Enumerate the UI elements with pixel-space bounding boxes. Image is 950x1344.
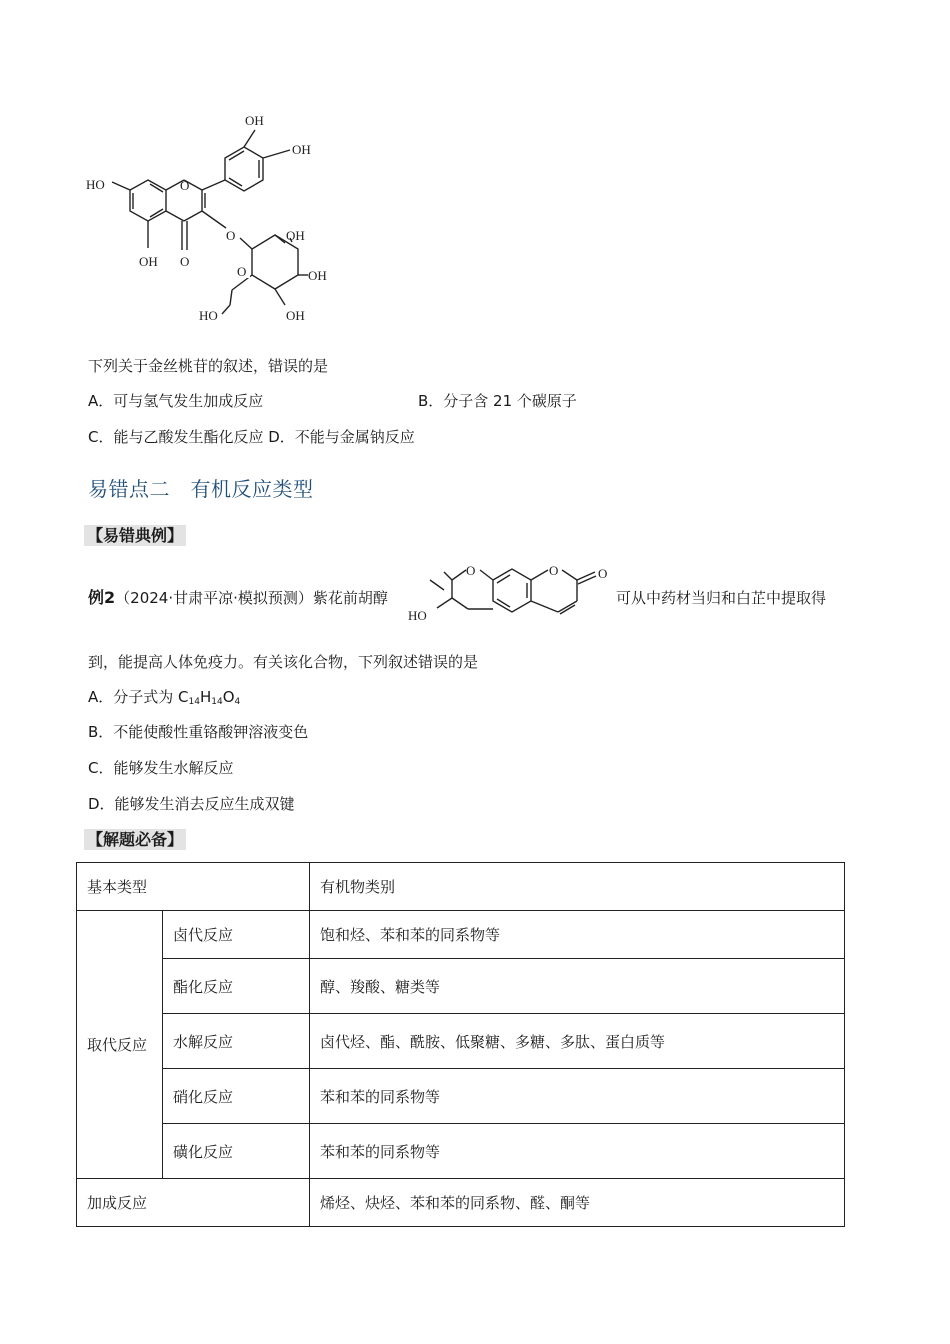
- table-row-addition: [77, 1179, 845, 1227]
- compound-o2-label: O: [549, 563, 559, 578]
- essentials-tag: 【解题必备】: [84, 829, 186, 850]
- table-row: [77, 1014, 845, 1069]
- row-addition-categories: 烯烃、炔烃、苯和苯的同系物、醛、酮等: [310, 1179, 845, 1227]
- example2-source: （2024·甘肃平凉·模拟预测）紫花前胡醇: [115, 589, 388, 607]
- formula-sub-c: 14: [188, 697, 200, 707]
- table-row: [77, 1069, 845, 1124]
- example2-line2: 到，能提高人体免疫力。有关该化合物，下列叙述错误的是: [88, 653, 479, 671]
- question1-stem: 下列关于金丝桃苷的叙述，错误的是: [88, 357, 329, 375]
- question1-option-cd: C．能与乙酸发生酯化反应 D．不能与金属钠反应: [88, 428, 415, 446]
- sugar-oh3-label: OH: [286, 308, 305, 323]
- example2-line1: [88, 588, 388, 608]
- formula-sub-h: 14: [211, 697, 223, 707]
- example2-number: 2: [104, 588, 116, 607]
- ho-ch2-label: HO: [199, 308, 218, 323]
- sugar-oh1-label: OH: [286, 228, 305, 243]
- formula-o: O: [222, 688, 235, 706]
- oh-bottom-label: OH: [139, 254, 158, 269]
- example-tag: 【易错典例】: [84, 525, 186, 546]
- header-category: 有机物类别: [310, 863, 845, 911]
- group-substitution: 取代反应: [77, 911, 163, 1179]
- example2-option-c: C．能够发生水解反应: [88, 759, 234, 777]
- table-row: [77, 959, 845, 1014]
- row-categories: 苯和苯的同系物等: [310, 1124, 845, 1179]
- sugar-oh2-label: OH: [308, 268, 327, 283]
- compound-structure: [404, 556, 616, 628]
- section-title: 易错点二 有机反应类型: [88, 477, 314, 501]
- compound-o1-label: O: [466, 563, 476, 578]
- row-categories: 卤代烃、酯、酰胺、低聚糖、多糖、多肽、蛋白质等: [310, 1014, 845, 1069]
- compound-ho-label: HO: [408, 608, 427, 623]
- reaction-type-table: [76, 862, 845, 1227]
- example2-option-b: B．不能使酸性重铬酸钾溶液变色: [88, 723, 309, 741]
- question1-option-b: B．分子含 21 个碳原子: [418, 392, 577, 410]
- table-row: [77, 1124, 845, 1179]
- example2-option-a: [88, 687, 240, 712]
- question1-option-a: A．可与氢气发生加成反应: [88, 392, 264, 410]
- sugar-o-label: O: [237, 264, 247, 279]
- table-header-row: [77, 863, 845, 911]
- example2-label: 例: [88, 588, 105, 607]
- formula-h: H: [199, 688, 212, 706]
- row-categories: 苯和苯的同系物等: [310, 1069, 845, 1124]
- hyperoside-structure: [80, 108, 340, 328]
- compound-keto-label: O: [598, 566, 608, 581]
- oh-right-label: OH: [292, 142, 311, 157]
- formula-sub-o: 4: [234, 697, 241, 707]
- row-addition-type: 加成反应: [77, 1179, 310, 1227]
- example2-tail: 可从中药材当归和白芷中提取得: [616, 589, 827, 607]
- header-basic-type: 基本类型: [77, 863, 310, 911]
- row-subtype: 酯化反应: [163, 959, 310, 1014]
- keto-o-label: O: [180, 254, 190, 269]
- row-subtype: 硝化反应: [163, 1069, 310, 1124]
- table-row: [77, 911, 845, 959]
- ether-o-label: O: [226, 228, 236, 243]
- example2-option-d: D．能够发生消去反应生成双键: [88, 795, 295, 813]
- row-subtype: 磺化反应: [163, 1124, 310, 1179]
- ring-o-label: O: [180, 178, 190, 193]
- oh-top-label: OH: [245, 113, 264, 128]
- option-a-prefix: A．分子式为 C: [88, 688, 189, 706]
- row-subtype: 卤代反应: [163, 911, 310, 959]
- ho-left-label: HO: [86, 177, 105, 192]
- row-categories: 饱和烃、苯和苯的同系物等: [310, 911, 845, 959]
- row-categories: 醇、羧酸、糖类等: [310, 959, 845, 1014]
- row-subtype: 水解反应: [163, 1014, 310, 1069]
